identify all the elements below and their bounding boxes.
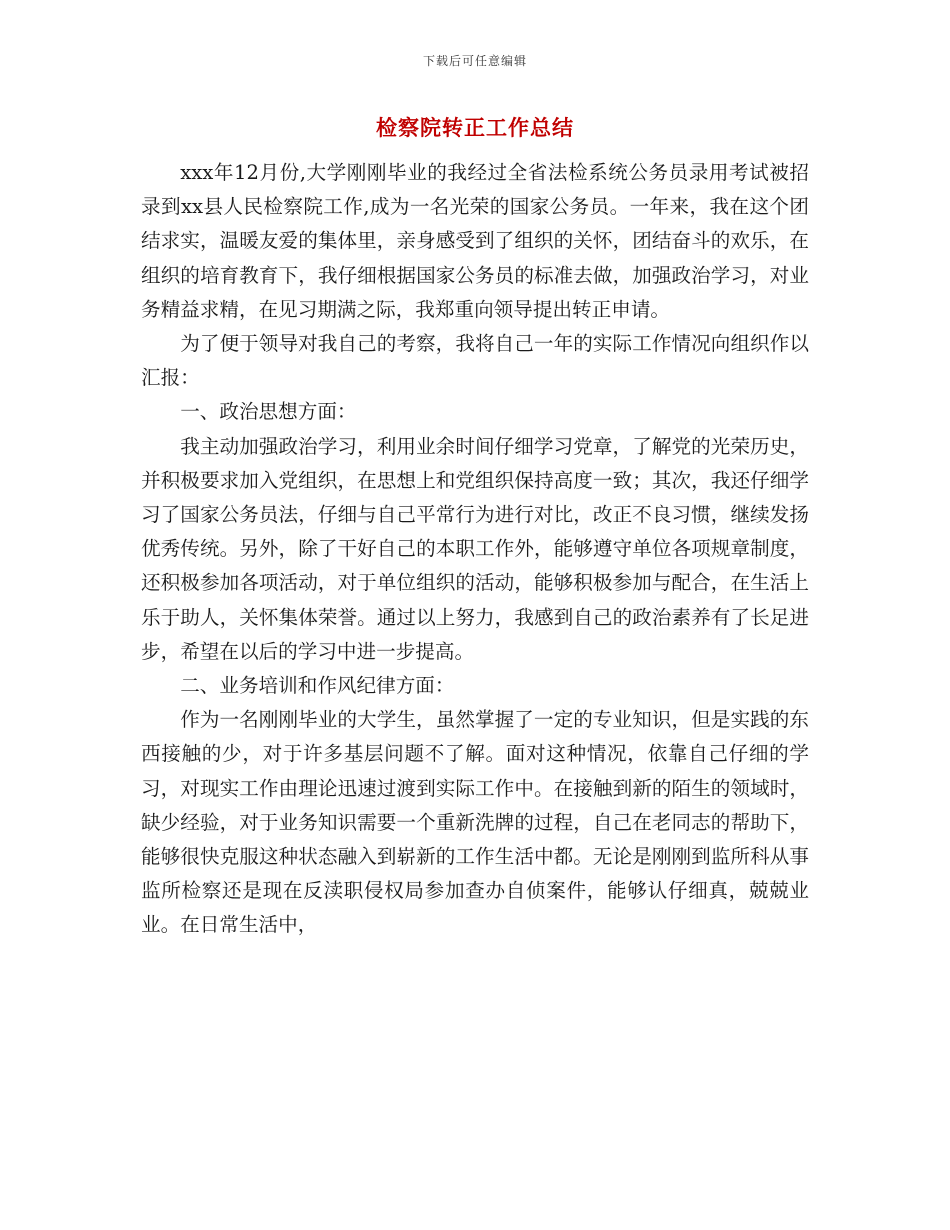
section-heading-training: 二、业务培训和作风纪律方面： bbox=[180, 674, 455, 698]
document-body bbox=[141, 156, 809, 943]
document-title: 检察院转正工作总结 bbox=[376, 115, 574, 140]
paragraph-training: 作为一名刚刚毕业的大学生，虽然掌握了一定的专业知识，但是实践的东西接触的少，对于许多基层问题不了解。面对这种情况，依靠自己仔细的学习，对现实工作由理论迅速过渡到实际工作中。在接触到新的陌生的领域时，缺少经验，对于业务知识需要一个重新洗牌的过程，自己在老同志的帮助下，能够很快克服这种状态融入到崭新的工作生活中都。无论是刚刚到监所科从事监所检察还是现在反渎职侵权局参加查办自侦案件，能够认仔细真，兢兢业业。在日常生活中， bbox=[141, 708, 809, 937]
paragraph-political: 我主动加强政治学习，利用业余时间仔细学习党章，了解党的光荣历史，并积极要求加入党组织，在思想上和党组织保持高度一致；其次，我还仔细学习了国家公务员法，仔细与自己平常行为进行对比，改正不良习惯，继续发扬优秀传统。另外，除了干好自己的本职工作外，能够遵守单位各项规章制度，还积极参加各项活动，对于单位组织的活动，能够积极参加与配合，在生活上乐于助人，关怀集体荣誉。通过以上努力，我感到自己的政治素养有了长足进步，希望在以后的学习中进一步提高。 bbox=[141, 434, 809, 663]
paragraph-intro: xxx年12月份,大学刚刚毕业的我经过全省法检系统公务员录用考试被招录到xx县人民检察院工作,成为一名光荣的国家公务员。一年来，我在这个团结求实，温暖友爱的集体里，亲身感受到了组织的关怀，团结奋斗的欢乐，在组织的培育教育下，我仔细根据国家公务员的标准去做，加强政治学习，对业务精益求精，在见习期满之际，我郑重向领导提出转正申请。 bbox=[141, 161, 809, 321]
paragraph-report-intro: 为了便于领导对我自己的考察，我将自己一年的实际工作情况向组织作以汇报： bbox=[141, 332, 809, 390]
header-note: 下载后可任意编辑 bbox=[422, 54, 527, 68]
section-heading-political: 一、政治思想方面： bbox=[180, 400, 357, 424]
